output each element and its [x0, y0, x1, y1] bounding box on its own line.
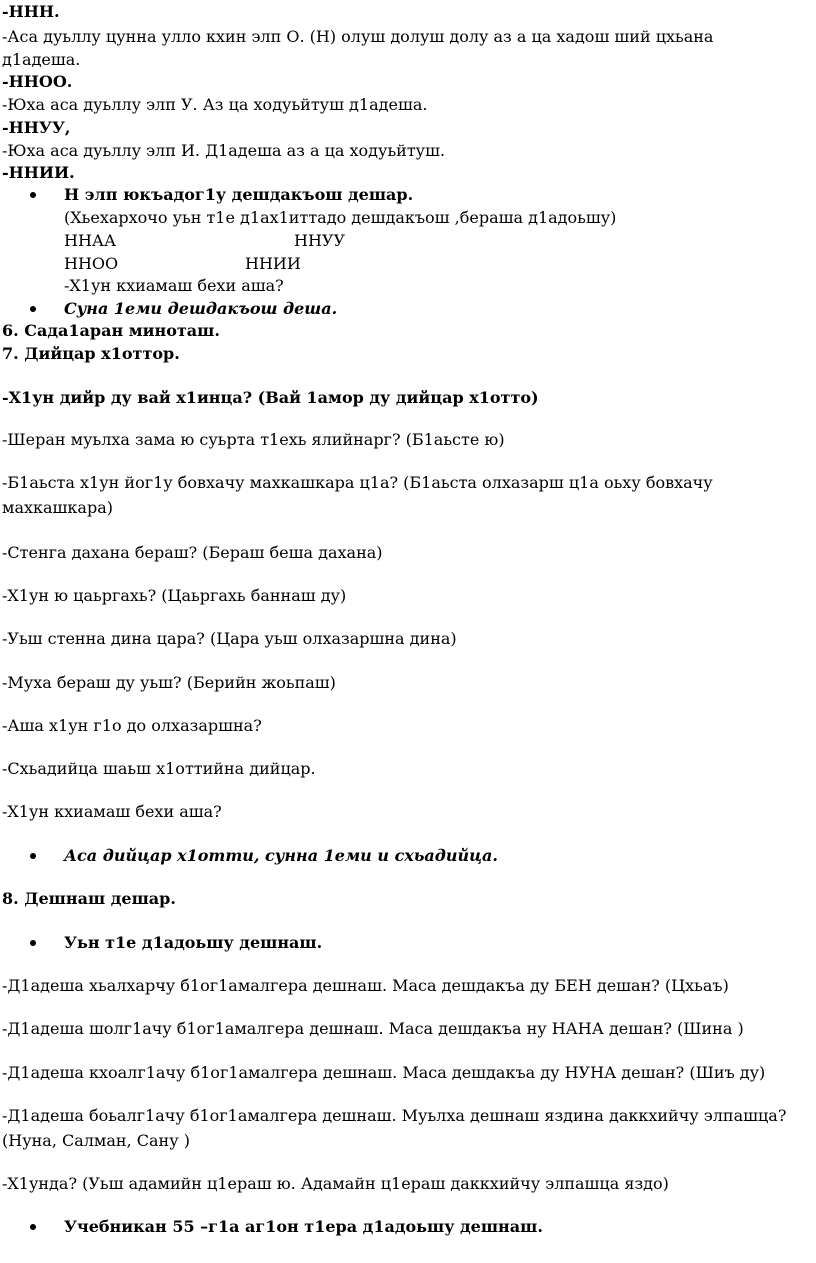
question-line: -Уьш стенна дина цара? (Цара уьш олхазаршна дина)	[2, 629, 457, 648]
question-line: -Д1адеша кхоалг1ачу б1ог1амалгера дешнаш. Маса дешдакъа ду НУНА дешан? (Шиъ ду)	[2, 1063, 766, 1082]
question-line: -Схьадийца шаьш х1оттийна дийцар.	[2, 759, 316, 778]
bullet-icon	[30, 306, 36, 312]
bullet-icon	[30, 192, 36, 198]
paragraph-line: д1адеша.	[2, 50, 81, 69]
paragraph-line: -Аса дуьллу цунна улло кхин элп О. (Н) олуш долуш долу аз а ца хадош ший цхьана	[2, 27, 714, 46]
question-line: -Муха бераш ду уьш? (Берийн жоьпаш)	[2, 673, 336, 692]
syllable-heading-nnoo: -ННОО.	[2, 72, 73, 91]
question-line: -Стенга дахана бераш? (Бераш беша дахана)	[2, 543, 383, 562]
question-line: -Х1ун кхиамаш бехи аша?	[64, 276, 284, 295]
paragraph-line: (Нуна, Салман, Сану )	[2, 1131, 190, 1150]
bullet-icon	[30, 853, 36, 859]
paragraph-line: -Юха аса дуьллу элп У. Аз ца ходуьйтуш д1адеша.	[2, 95, 428, 114]
bullet-icon	[30, 1224, 36, 1230]
bullet-item: Уьн т1е д1адоьшу дешнаш.	[64, 933, 323, 952]
syllable-heading-nnn: -ННН.	[2, 2, 60, 21]
question-line: -Х1ун ю цаьргахь? (Цаьргахь баннаш ду)	[2, 586, 347, 605]
bullet-item: Учебникан 55 –г1а аг1он т1ера д1адоьшу дешнаш.	[64, 1217, 543, 1236]
section-heading: 7. Дийцар х1оттор.	[2, 344, 180, 363]
bullet-item: Н элп юкъадог1у дешдакъош дешар.	[64, 185, 414, 204]
paragraph-line: -Юха аса дуьллу элп И. Д1адеша аз а ца ходуьйтуш.	[2, 141, 446, 160]
section-heading: 6. Сада1аран миноташ.	[2, 321, 220, 340]
question-line: -Б1аьста х1ун йог1у бовхачу махкашкара ц1а? (Б1аьста олхазарш ц1а оьху бовхачу	[2, 473, 713, 492]
bullet-item: Аса дийцар х1отти, сунна 1еми и схьадийца.	[64, 846, 498, 865]
question-line: -Х1унда? (Уьш адамийн ц1ераш ю. Адамайн ц1ераш даккхийчу элпашца яздо)	[2, 1174, 669, 1193]
question-line: -Д1адеша боьалг1ачу б1ог1амалгера дешнаш. Муьлха дешнаш яздина даккхийчу элпашца?	[2, 1106, 787, 1125]
syllable-item: ННИИ	[245, 254, 301, 273]
instruction-note: (Хьехархочо уьн т1е д1ах1иттадо дешдакъош ,бераша д1адоьшу)	[64, 208, 617, 227]
syllable-heading-nnii: -ННИИ.	[2, 163, 75, 182]
bullet-icon	[30, 940, 36, 946]
syllable-item: ННУУ	[294, 231, 346, 250]
question-line: -Х1ун дийр ду вай х1инца? (Вай 1амор ду дийцар х1отто)	[2, 388, 539, 407]
bullet-item: Суна 1еми дешдакъош деша.	[64, 299, 338, 318]
question-line: -Д1адеша хьалхарчу б1ог1амалгера дешнаш. Маса дешдакъа ду БЕН дешан? (Цхьаъ)	[2, 976, 729, 995]
syllable-item: ННОО	[64, 254, 119, 273]
question-line: -Д1адеша шолг1ачу б1ог1амалгера дешнаш. Маса дешдакъа ну НАНА дешан? (Шина )	[2, 1019, 744, 1038]
question-line: -Аша х1ун г1о до олхазаршна?	[2, 716, 262, 735]
question-line: -Х1ун кхиамаш бехи аша?	[2, 802, 222, 821]
section-heading: 8. Дешнаш дешар.	[2, 889, 176, 908]
syllable-heading-nnuu: -ННУУ,	[2, 118, 71, 137]
syllable-item: ННАА	[64, 231, 117, 250]
paragraph-line: махкашкара)	[2, 498, 113, 517]
question-line: -Шеран муьлха зама ю суьрта т1ехь ялийнарг? (Б1аьсте ю)	[2, 430, 505, 449]
